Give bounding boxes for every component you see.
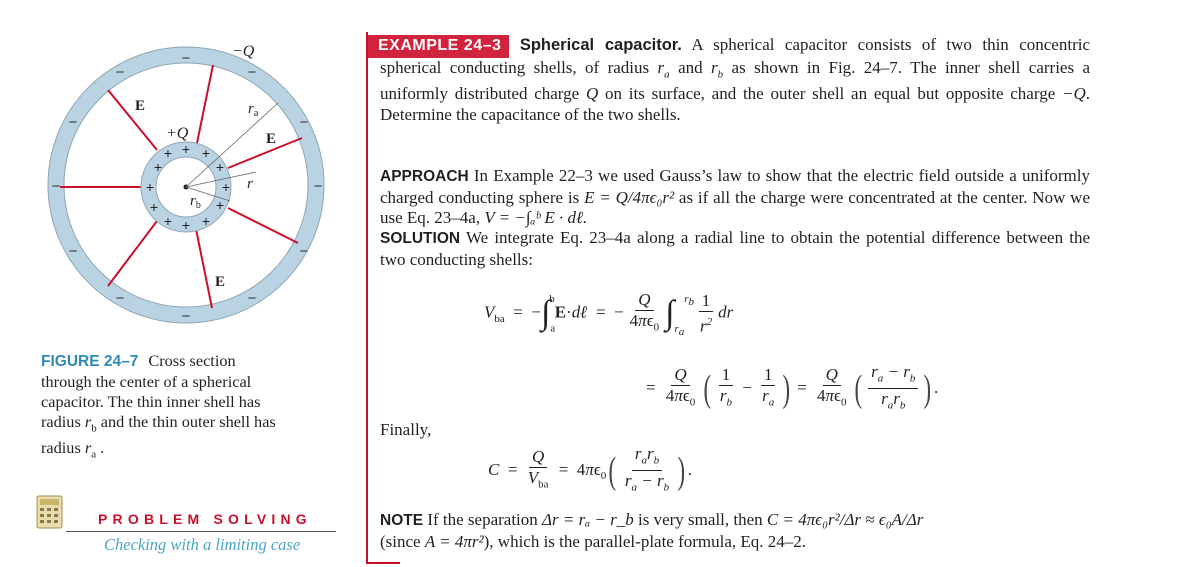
svg-text:−: − <box>313 178 323 195</box>
outer-charge-label: −Q <box>232 43 255 60</box>
problem-solving-title: PROBLEM SOLVING <box>98 511 312 527</box>
example-intro: EXAMPLE 24–3 Spherical capacitor. A spherical capacitor consists of two thin concentric spherical conducting shells, of radius $r_a$ and $r_b$ as shown in Fig. 24–7. The inner shell carries a uniformly distributed charge Q on its surface, and the outer shell an equal but opposite charge −Q. Determine the capacitance of the two shells. <box>380 35 1090 125</box>
field-label-1: E <box>135 98 146 114</box>
svg-text:+: + <box>215 197 225 213</box>
svg-text:+: + <box>163 213 173 229</box>
equation-vba-integral: $V_{ba}$ = $-\int_a^bE\cdot d\ell$ = − $\frac{Q}{4\pi\epsilon_0}$ $\int_{r_a}^{r_b}$ $\frac{1}{r^2}$ dr <box>484 290 734 338</box>
svg-text:+: + <box>201 145 211 161</box>
r-label: r <box>247 176 253 192</box>
svg-text:+: + <box>149 199 159 215</box>
inner-charge-label: +Q <box>166 125 189 142</box>
field-label-3: E <box>215 274 226 290</box>
svg-text:−: − <box>51 178 61 195</box>
figure-label: FIGURE 24–7 <box>41 353 139 370</box>
svg-text:−: − <box>68 243 78 260</box>
svg-text:+: + <box>145 179 155 195</box>
equation-capacitance: C = $\frac{Q}{V_{ba}}$ = $4\pi\epsilon_0$( $\frac{r_ar_b}{r_a - r_b}$ ) . <box>488 444 693 494</box>
divider <box>66 531 336 532</box>
spherical-capacitor-figure <box>40 30 340 330</box>
svg-text:+: + <box>221 179 231 195</box>
example-title: Spherical capacitor. <box>519 36 682 54</box>
note-label: NOTE <box>380 512 424 529</box>
svg-text:−: − <box>247 290 257 307</box>
rb-label: $r_b$ <box>190 193 201 211</box>
svg-text:−: − <box>115 64 125 81</box>
note-paragraph: NOTE If the separation Δr = rₐ − r_b is very small, then C = 4πϵ₀r²/Δr ≈ ϵ₀A/Δr (since A = 4πr²), which is the parallel-plate formula, Eq. 24–2. <box>380 510 924 551</box>
problem-solving-subtitle: Checking with a limiting case <box>104 535 301 554</box>
svg-text:+: + <box>215 159 225 175</box>
example-badge: EXAMPLE 24–3 <box>368 35 509 58</box>
svg-text:+: + <box>181 217 191 233</box>
finally-text: Finally, <box>380 420 432 439</box>
svg-text:+: + <box>201 213 211 229</box>
equation-vba-result: = $\frac{Q}{4\pi\epsilon_0}$ ( $\frac{1}{r_b}$ − $\frac{1}{r_a}$ ) = $\frac{Q}{4\pi\epsilon_0}$ ( $\frac{r_a - r_b}{r_ar_b}$ ) . <box>646 362 939 412</box>
svg-text:+: + <box>163 145 173 161</box>
calculator-icon <box>36 495 63 529</box>
svg-text:−: − <box>247 64 257 81</box>
ra-label: $r_a$ <box>248 101 259 119</box>
example-end-rule <box>368 562 400 564</box>
solution-label: SOLUTION <box>380 230 461 247</box>
svg-text:−: − <box>299 114 309 131</box>
figure-caption: FIGURE 24–7 Cross section through the center of a spherical capacitor. The thin inner shell has radius $r_b$ and the thin outer shell has radius $r_a$ . <box>41 351 276 461</box>
svg-text:−: − <box>181 50 191 67</box>
svg-text:−: − <box>68 114 78 131</box>
field-label-2: E <box>266 131 277 147</box>
approach-label: APPROACH <box>380 168 469 185</box>
svg-text:+: + <box>153 159 163 175</box>
capacitor-diagram <box>40 30 340 330</box>
svg-text:−: − <box>181 308 191 325</box>
problem-solving-box <box>36 495 336 555</box>
svg-text:+: + <box>181 141 191 157</box>
solution-paragraph: SOLUTION We integrate Eq. 23–4a along a radial line to obtain the potential difference between the two conducting shells: <box>380 228 1090 269</box>
svg-text:−: − <box>115 290 125 307</box>
example-box <box>366 32 1095 564</box>
approach-paragraph: APPROACH In Example 22–3 we used Gauss’s law to show that the electric field outside a uniformly charged conducting sphere is E = Q/4πϵ₀r² as if all the charge were concentrated at the center. Now we use Eq. 23–4a, V = −∫ₐᵇ E · dℓ. <box>380 166 1091 227</box>
svg-text:−: − <box>299 243 309 260</box>
